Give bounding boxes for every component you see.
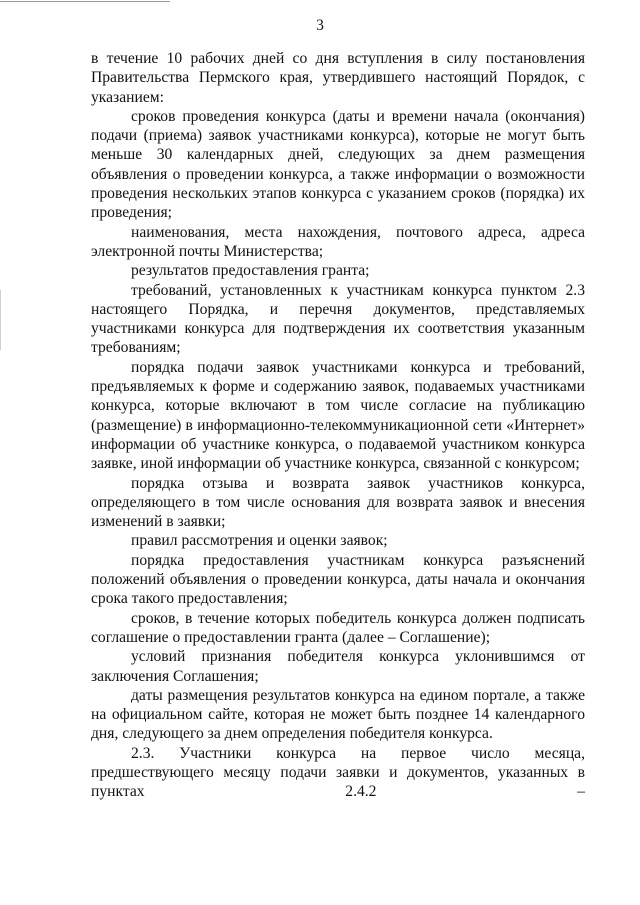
- left-edge-mark: [0, 290, 1, 350]
- paragraph-section-2-3: 2.3. Участники конкурса на первое число месяца, предшествующего месяцу подачи заявки и документов, указанных в пунктах 2.4.2 –: [91, 744, 585, 801]
- paragraph-grant-results: результатов предоставления гранта;: [131, 262, 370, 280]
- paragraph-intro: в течение 10 рабочих дней со дня вступления в силу постановления Правительства Пермского края, утвердившего настоящий Порядок, с указанием:: [91, 50, 585, 106]
- paragraph-deadlines: сроков проведения конкурса (даты и времени начала (окончания) подачи (приема) заявок участниками конкурса), которые не могут быть меньше 30 календарных дней, следующих за днем размещения объявления о проведении конкурса, а также информации о возможности проведения нескольких этапов конкурса с указанием сроков (порядка) их проведения;: [91, 107, 585, 222]
- top-rule: [0, 1, 170, 2]
- paragraph-clarifications: порядка предоставления участникам конкурса разъяснений положений объявления о проведении конкурса, даты начала и окончания срока такого предоставления;: [91, 551, 585, 608]
- paragraph-results-publication: даты размещения результатов конкурса на едином портале, а также на официальном сайте, которая не может быть позднее 14 календарного дня, следующего за днем определения победителя конкурса.: [91, 686, 585, 743]
- document-body: [91, 49, 585, 802]
- paragraph-withdrawal-procedure: порядка отзыва и возврата заявок участников конкурса, определяющего в том числе основания для возврата заявок и внесения изменений в заявки;: [91, 474, 585, 531]
- paragraph-signing-deadline: сроков, в течение которых победитель конкурса должен подписать соглашение о предоставлении гранта (далее – Соглашение);: [91, 609, 585, 646]
- paragraph-evaluation-rules: правил рассмотрения и оценки заявок;: [131, 532, 388, 550]
- paragraph-application-procedure: порядка подачи заявок участниками конкурса и требований, предъявляемых к форме и содержанию заявок, подаваемых участниками конкурса, которые включают в том числе согласие на публикацию (размещение) в информационно-телекоммуникационной сети «Интернет» информации об участнике конкурса, о подаваемой участником конкурса заявке, иной информации об участнике конкурса, связанной с конкурсом;: [91, 358, 585, 473]
- paragraph-evasion-conditions: условий признания победителя конкурса уклонившимся от заключения Соглашения;: [91, 648, 585, 685]
- paragraph-participant-requirements: требований, установленных к участникам конкурса пунктом 2.3 настоящего Порядка, и перечня документов, представляемых участниками конкурса для подтверждения их соответствия указанным требованиям;: [91, 281, 585, 357]
- page-number: 3: [316, 17, 324, 34]
- paragraph-ministry-address: наименования, места нахождения, почтового адреса, адреса электронной почты Министерства;: [91, 223, 585, 260]
